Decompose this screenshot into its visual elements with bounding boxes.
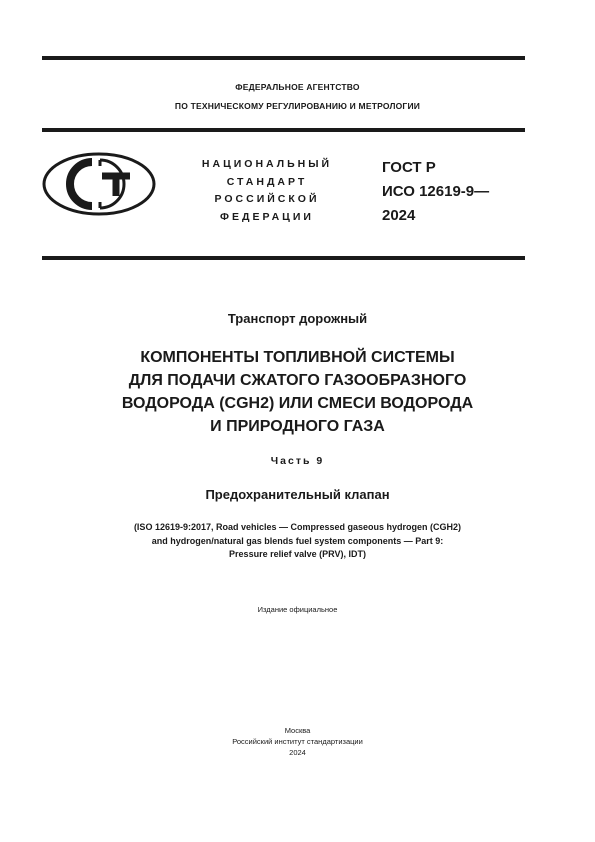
national-standard-line3: РОССИЙСКОЙ (214, 193, 320, 205)
main-title-line1: КОМПОНЕНТЫ ТОПЛИВНОЙ СИСТЕМЫ (140, 349, 455, 366)
standard-subject: Транспорт дорожный (227, 311, 368, 326)
main-title-line3: ВОДОРОДА (CGH2) ИЛИ СМЕСИ ВОДОРОДА (121, 395, 474, 412)
intl-ref-line3: Pressure relief valve (PRV), IDT) (229, 549, 366, 559)
standard-designation (382, 156, 489, 228)
national-standard-line2: СТАНДАРТ (226, 175, 308, 188)
mid-rule (42, 256, 525, 260)
agency-name-line1: ФЕДЕРАЛЬНОЕ АГЕНТСТВО (235, 82, 360, 92)
designation-line3: 2024 (382, 207, 416, 224)
designation-line1: ГОСТ Р (382, 159, 436, 176)
agency-name-line2: ПО ТЕХНИЧЕСКОМУ РЕГУЛИРОВАНИЮ И МЕТРОЛОГИИ (174, 101, 421, 111)
main-title-line4: И ПРИРОДНОГО ГАЗА (210, 418, 385, 435)
intl-ref-line2: and hydrogen/natural gas blends fuel system components — Part 9: (151, 535, 444, 546)
designation-line2: ИСО 12619-9— (382, 183, 490, 200)
header-rule (42, 128, 525, 132)
publisher-year: 2024 (289, 748, 306, 757)
top-rule (42, 56, 525, 60)
official-edition-label: Издание официальное (257, 605, 338, 614)
publisher-institute: Российский институт стандартизации (232, 737, 363, 746)
publisher-city: Москва (284, 726, 311, 735)
main-title (0, 346, 595, 438)
rst-certification-mark-icon (42, 152, 156, 216)
main-title-line2: ДЛЯ ПОДАЧИ СЖАТОГО ГАЗООБРАЗНОГО (128, 372, 467, 389)
national-standard-line4: ФЕДЕРАЦИИ (220, 210, 314, 223)
intl-ref-line1: (ISO 12619-9:2017, Road vehicles — Compressed gaseous hydrogen (CGH2) (133, 522, 462, 532)
national-standard-line1: НАЦИОНАЛЬНЫЙ (201, 158, 333, 170)
international-reference (0, 521, 595, 562)
publisher-block (0, 725, 595, 758)
part-number: Часть 9 (270, 455, 325, 467)
part-subtitle: Предохранительный клапан (205, 487, 390, 502)
national-standard-label (172, 156, 362, 226)
